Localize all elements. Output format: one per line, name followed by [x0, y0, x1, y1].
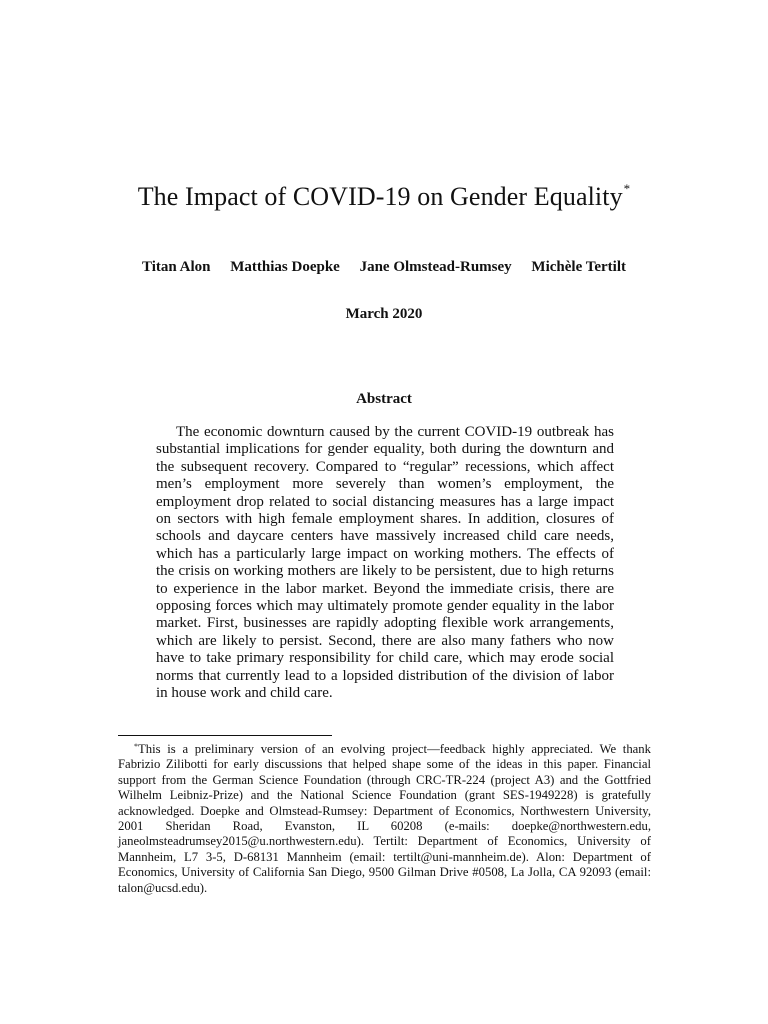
author-name: Titan Alon: [142, 259, 211, 275]
footnote-text: This is a preliminary version of an evolving project—feedback highly appreciated. We thank Fabrizio Zilibotti for early discussions that helped shape some of the ideas in this paper. Financial support from the German Science Foundation (through CRC-TR-224 (project A3) and the Gottfried Wilhelm Leibniz-Prize) and the National Science Foundation (grant SES-1949228) is gratefully acknowledged. Doepke and Olmstead-Rumsey: Department of Economics, Northwestern University, 2001 Sheridan Road, Evanston, IL 60208 (e-mails: doepke@northwestern.edu, janeolmsteadrumsey2015@u.northwestern.edu). Tertilt: Department of Economics, University of Mannheim, L7 3-5, D-68131 Mannheim (email: tertilt@uni-mannheim.de). Alon: Department of Economics, University of California San Diego, 9500 Gilman Drive #0508, La Jolla, CA 92093 (email: talon@ucsd.edu).: [118, 742, 651, 895]
footnote-divider: [118, 735, 332, 736]
abstract-body: [156, 424, 614, 703]
abstract-paragraph: The economic downturn caused by the current COVID-19 outbreak has substantial implications for gender equality, both during the downturn and the subsequent recovery. Compared to “regular” recessions, which affect men’s employment more severely than women’s employment, the employment drop related to social distancing measures has a large impact on sectors with high female employment shares. In addition, closures of schools and daycare centers have massively increased child care needs, which has a particularly large impact on working mothers. The effects of the crisis on working mothers are likely to be persistent, due to high returns to experience in the labor market. Beyond the immediate crisis, there are opposing forces which may ultimately promote gender equality in the labor market. First, businesses are rapidly adopting flexible work arrangements, which are likely to persist. Second, there are also many fathers who now have to take primary responsibility for child care, which may erode social norms that currently lead to a lopsided distribution of the division of labor in house work and child care.: [156, 424, 614, 702]
title-footnote-mark: *: [623, 181, 631, 196]
author-list: [0, 257, 768, 277]
author-name: Jane Olmstead-Rumsey: [359, 259, 512, 275]
footnote-mark: *: [134, 742, 138, 751]
author-name: Michèle Tertilt: [531, 259, 626, 275]
author-name: Matthias Doepke: [230, 259, 340, 275]
paper-title: [0, 172, 768, 214]
paper-date: March 2020: [345, 306, 423, 322]
abstract-heading: Abstract: [356, 391, 412, 407]
paper-title-text: The Impact of COVID-19 on Gender Equality: [137, 182, 623, 211]
footnote: [118, 739, 651, 896]
